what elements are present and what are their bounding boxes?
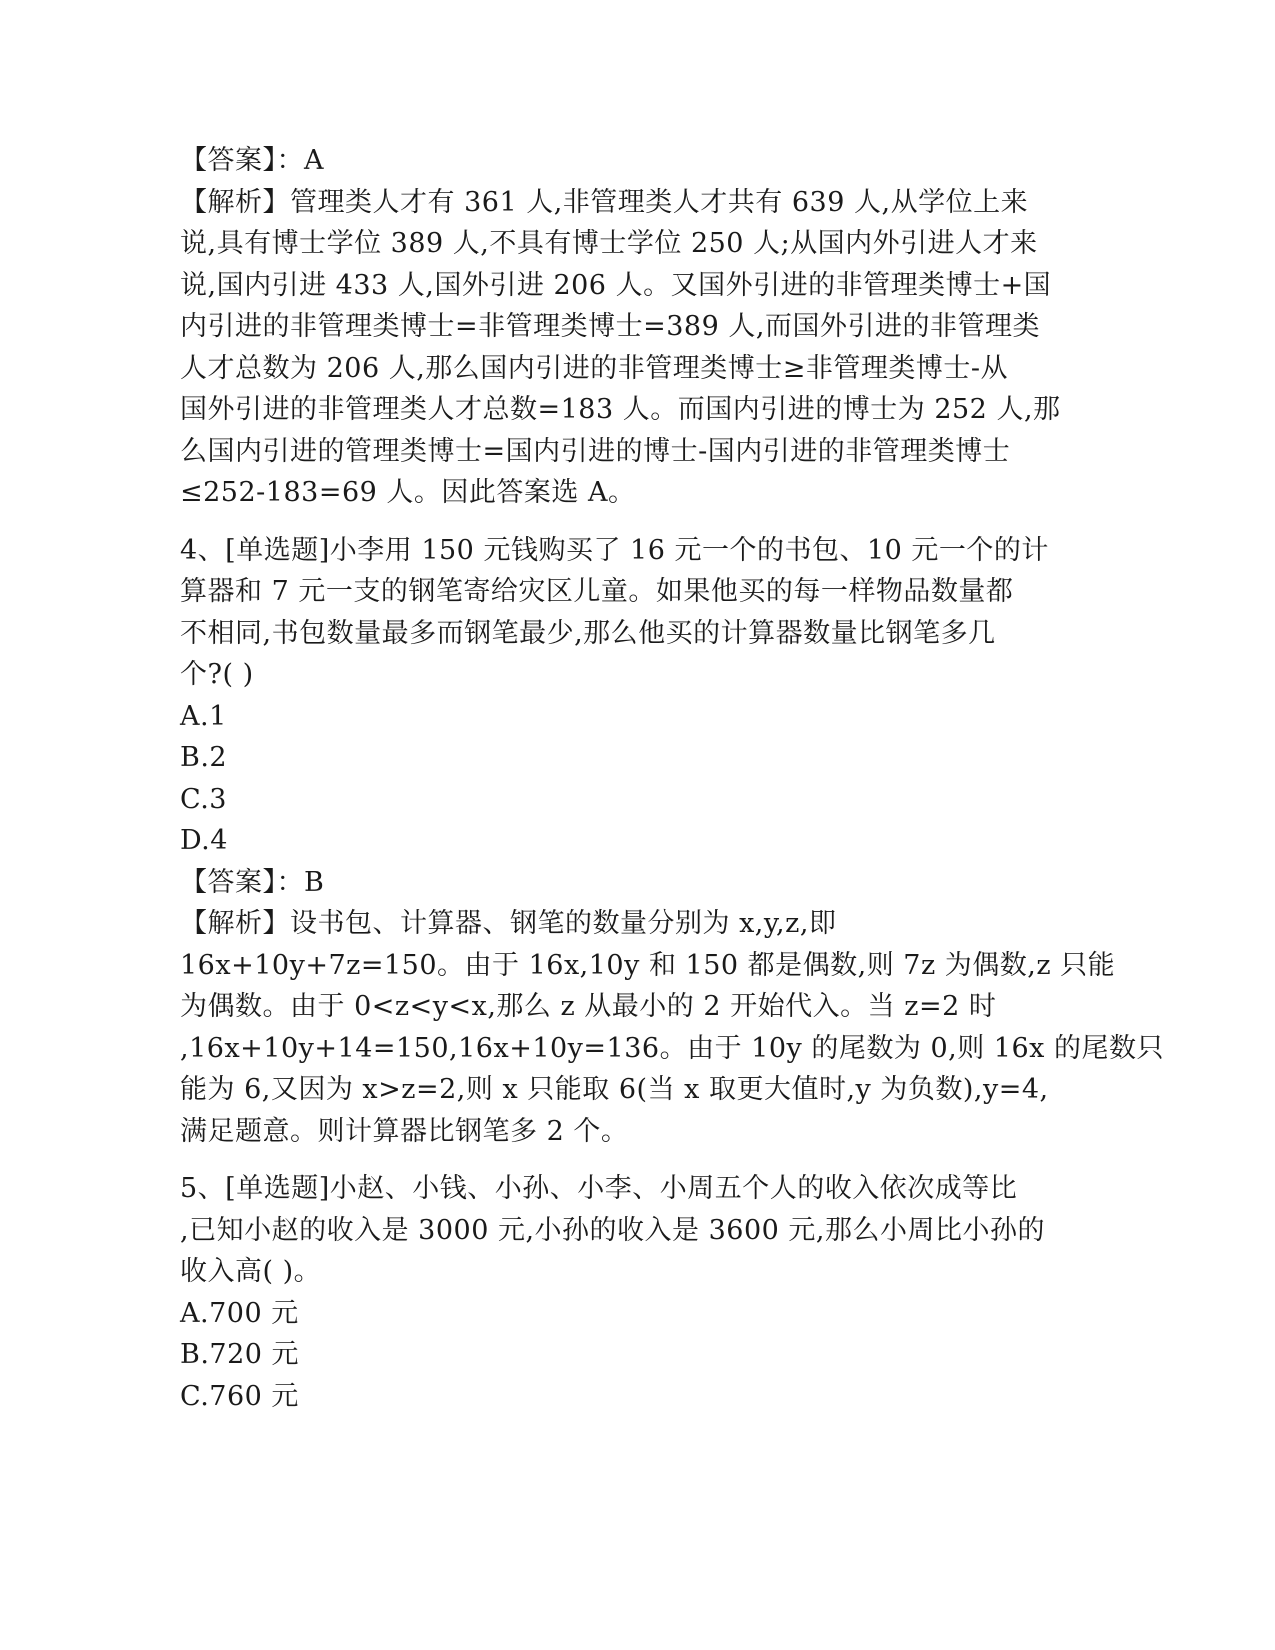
option-a: A.1 xyxy=(180,700,227,732)
question-line: 4、[单选题]小李用 150 元钱购买了 16 元一个的书包、10 元一个的计 xyxy=(180,534,1049,566)
analysis-line: 16x+10y+7z=150。由于 16x,10y 和 150 都是偶数,则 7z 为偶数,z 只能 xyxy=(180,949,1116,981)
option-b: B.720 元 xyxy=(180,1339,300,1370)
option-c: C.760 元 xyxy=(180,1380,299,1412)
question-line: 5、[单选题]小赵、小钱、小孙、小李、小周五个人的收入依次成等比 xyxy=(180,1173,1018,1204)
analysis-line: 说,具有博士学位 389 人,不具有博士学位 250 人;从国内外引进人才来 xyxy=(180,228,1038,259)
document-page xyxy=(180,140,1164,1417)
answer-line: 【答案】：B xyxy=(180,866,325,898)
option-d: D.4 xyxy=(180,825,228,856)
analysis-line: 能为 6,又因为 x>z=2,则 x 只能取 6(当 x 取更大值时,y 为负数),y=4, xyxy=(180,1074,1049,1105)
question-line: ,已知小赵的收入是 3000 元,小孙的收入是 3600 元,那么小周比小孙的 xyxy=(180,1214,1046,1246)
analysis-line: 说,国内引进 433 人,国外引进 206 人。又国外引进的非管理类博士+国 xyxy=(180,269,1052,301)
answer-line: 【答案】：A xyxy=(180,145,324,176)
analysis-line: 为偶数。由于 0<z<y<x,那么 z 从最小的 2 开始代入。当 z=2 时 xyxy=(180,991,997,1022)
analysis-line: 满足题意。则计算器比钢笔多 2 个。 xyxy=(180,1115,629,1147)
analysis-line: 人才总数为 206 人,那么国内引进的非管理类博士≥非管理类博士-从 xyxy=(180,352,1009,384)
analysis-line: ,16x+10y+14=150,16x+10y=136。由于 10y 的尾数为 0,则 16x 的尾数只 xyxy=(180,1032,1164,1064)
option-c: C.3 xyxy=(180,783,227,815)
analysis-line: ≤252-183=69 人。因此答案选 A。 xyxy=(180,477,636,508)
question-line: 收入高( )。 xyxy=(180,1256,322,1287)
question-line: 算器和 7 元一支的钢笔寄给灾区儿童。如果他买的每一样物品数量都 xyxy=(180,576,1014,607)
analysis-line: 【解析】设书包、计算器、钢笔的数量分别为 x,y,z,即 xyxy=(180,908,837,939)
analysis-line: 么国内引进的管理类博士=国内引进的博士-国内引进的非管理类博士 xyxy=(180,435,1011,467)
question-line: 不相同,书包数量最多而钢笔最少,那么他买的计算器数量比钢笔多几 xyxy=(180,617,996,649)
option-a: A.700 元 xyxy=(180,1297,299,1329)
analysis-line: 内引进的非管理类博士=非管理类博士=389 人,而国外引进的非管理类 xyxy=(180,311,1040,342)
analysis-line: 国外引进的非管理类人才总数=183 人。而国内引进的博士为 252 人,那 xyxy=(180,394,1061,425)
analysis-line: 【解析】管理类人才有 361 人,非管理类人才共有 639 人,从学位上来 xyxy=(180,186,1029,218)
option-b: B.2 xyxy=(180,742,228,773)
question-line: 个?( ) xyxy=(180,659,254,690)
